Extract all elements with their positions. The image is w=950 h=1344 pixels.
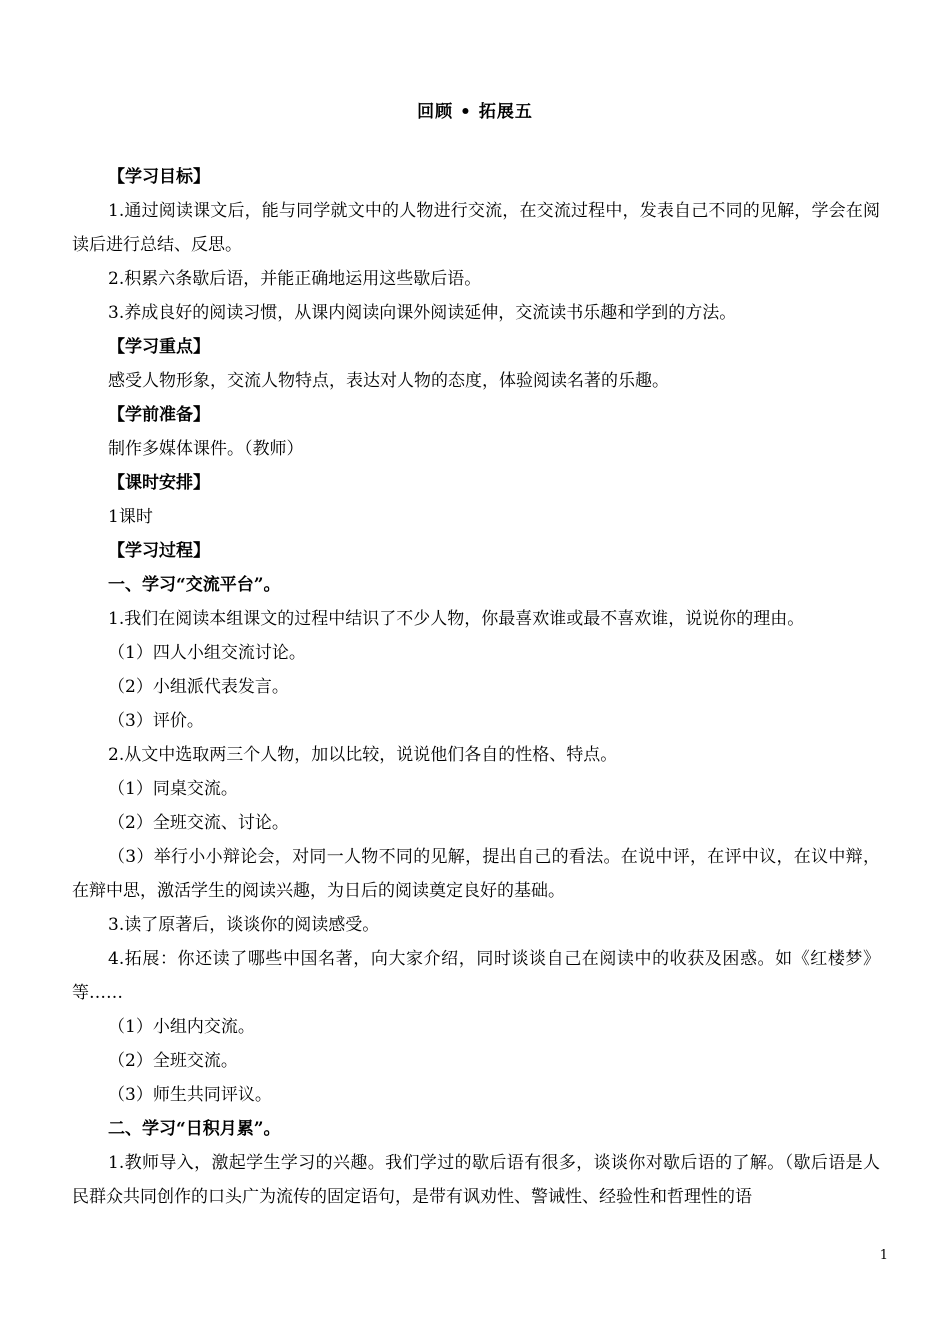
part-one-item-1: 1.我们在阅读本组课文的过程中结识了不少人物，你最喜欢谁或最不喜欢谁，说说你的理由。 [108,609,805,629]
part-one-item-1-sub-1: （1）四人小组交流讨论。 [108,643,306,663]
part-one-item-2-sub-3: （3）举行小小辩论会，对同一人物不同的见解，提出自己的看法。在说中评，在评中议，在议中辩，在辩中思，激活学生的阅读兴趣，为日后的阅读奠定良好的基础。 [72,847,880,901]
section-heading-key-points: 【学习重点】 [108,337,210,357]
document-title: 回顾 • 拓展五 [417,102,533,122]
document-body [72,160,880,1214]
schedule-text: 1课时 [108,507,153,527]
part-one-item-4-sub-2: （2）全班交流。 [108,1051,238,1071]
part-one-heading: 一、学习“交流平台”。 [108,575,281,595]
part-one-item-2: 2.从文中选取两三个人物，加以比较，说说他们各自的性格、特点。 [108,745,618,765]
part-one-item-1-sub-3: （3）评价。 [108,711,204,731]
goal-item-3: 3.养成良好的阅读习惯，从课内阅读向课外阅读延伸，交流读书乐趣和学到的方法。 [108,303,737,323]
section-heading-learning-goals: 【学习目标】 [108,167,210,187]
page-number: 1 [879,1248,888,1263]
part-one-item-1-sub-2: （2）小组派代表发言。 [108,677,289,697]
preparation-text: 制作多媒体课件。（教师） [108,439,304,459]
part-two-heading: 二、学习“日积月累”。 [108,1119,281,1139]
goal-item-1: 1.通过阅读课文后，能与同学就文中的人物进行交流，在交流过程中，发表自己不同的见解，学会在阅读后进行总结、反思。 [72,201,880,255]
part-one-item-3: 3.读了原著后，谈谈你的阅读感受。 [108,915,380,935]
part-one-item-4: 4.拓展：你还读了哪些中国名著，向大家介绍，同时谈谈自己在阅读中的收获及困惑。如《红楼梦》等…… [72,949,880,1003]
part-one-item-4-sub-1: （1）小组内交流。 [108,1017,255,1037]
part-one-item-2-sub-2: （2）全班交流、讨论。 [108,813,289,833]
part-one-item-2-sub-1: （1）同桌交流。 [108,779,238,799]
goal-item-2: 2.积累六条歇后语，并能正确地运用这些歇后语。 [108,269,482,289]
section-heading-process: 【学习过程】 [108,541,210,561]
part-one-item-4-sub-3: （3）师生共同评议。 [108,1085,272,1105]
section-heading-preparation: 【学前准备】 [108,405,210,425]
section-heading-schedule: 【课时安排】 [108,473,210,493]
part-two-item-1: 1.教师导入，激起学生学习的兴趣。我们学过的歇后语有很多，谈谈你对歇后语的了解。（歇后语是人民群众共同创作的口头广为流传的固定语句，是带有讽劝性、警诫性、经验性和哲理性的语 [72,1153,880,1207]
key-points-text: 感受人物形象，交流人物特点，表达对人物的态度，体验阅读名著的乐趣。 [108,371,669,391]
